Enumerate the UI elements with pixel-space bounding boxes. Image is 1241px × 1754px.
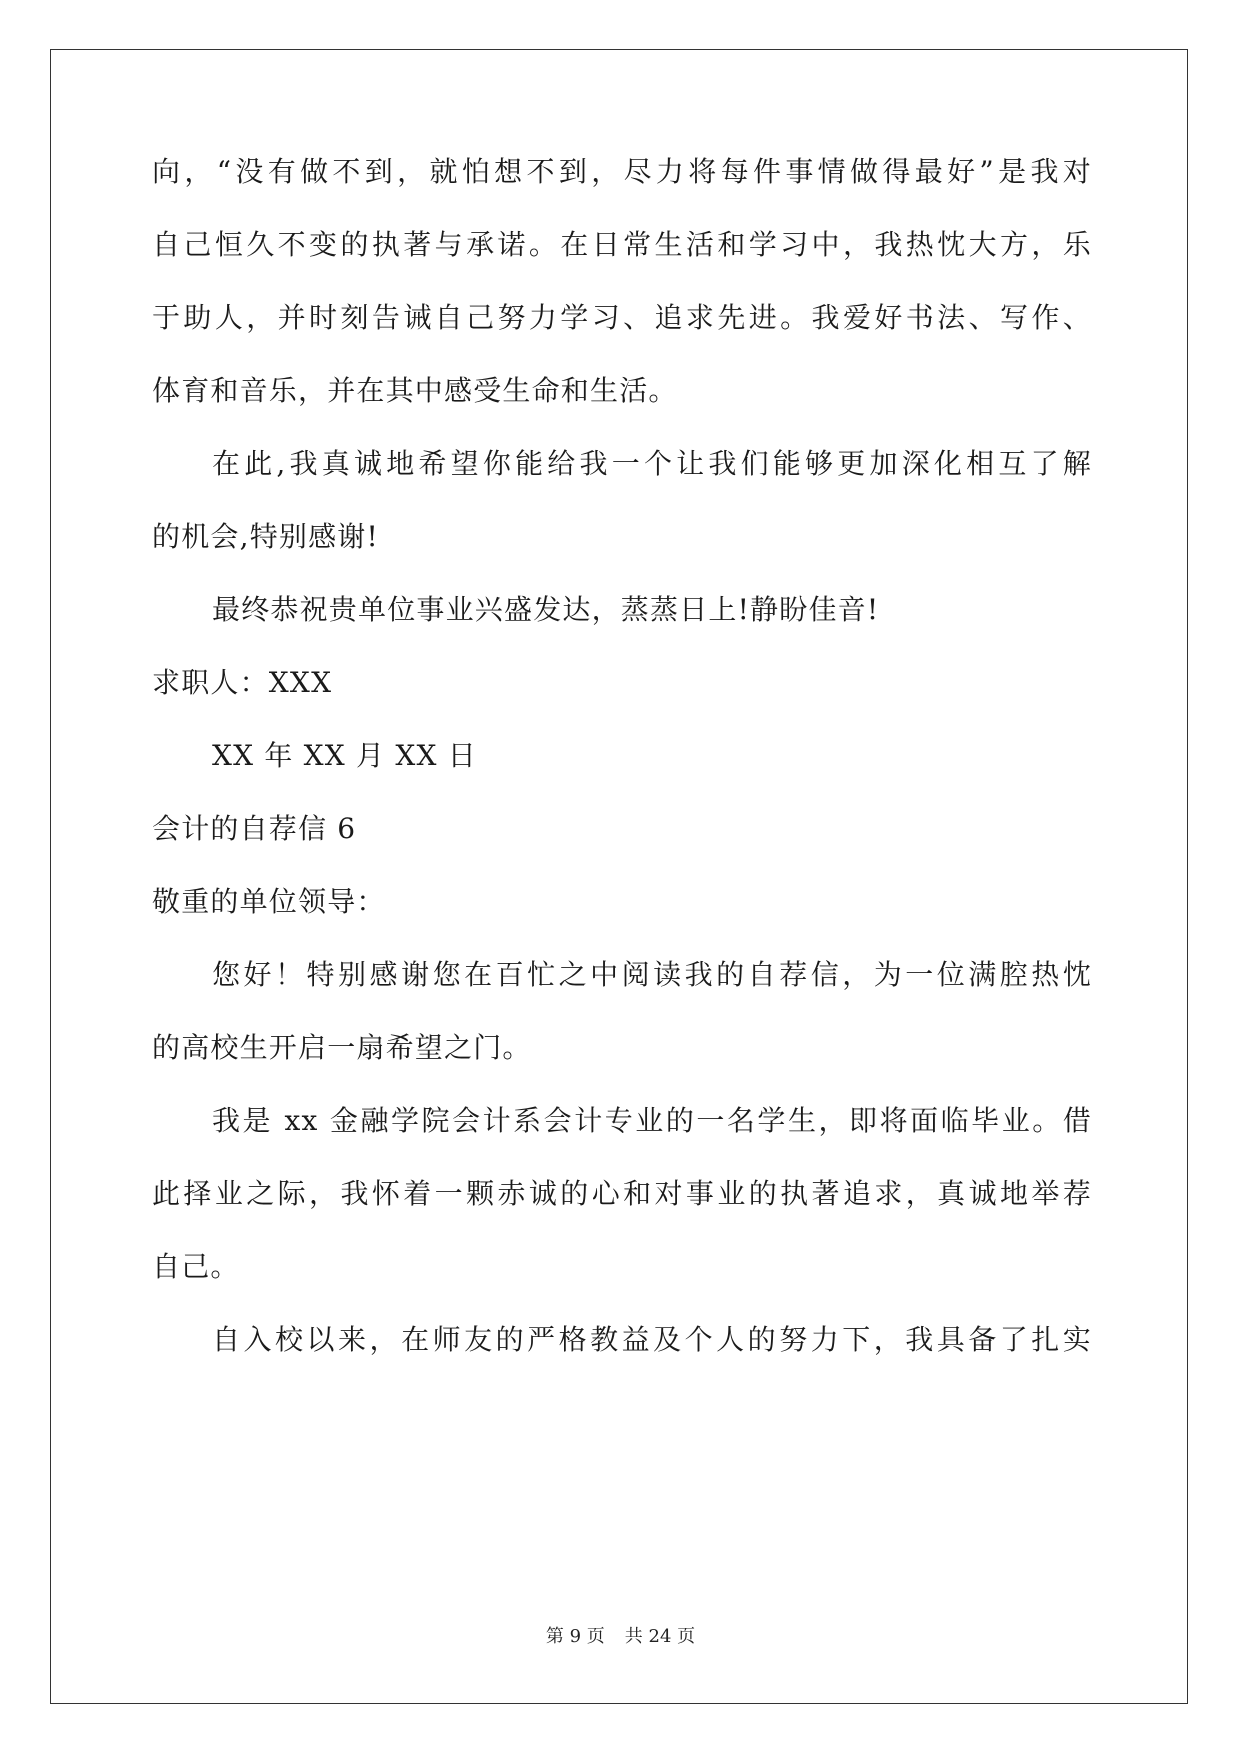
body-line: 您好！特别感谢您在百忙之中阅读我的自荐信，为一位满腔热忱 [212,958,1092,991]
body-line: 此择业之际，我怀着一颗赤诚的心和对事业的执著追求，真诚地举荐 [152,1177,1092,1210]
body-line: 在此,我真诚地希望你能给我一个让我们能够更加深化相互了解 [212,447,1092,480]
body-line: 最终恭祝贵单位事业兴盛发达，蒸蒸日上!静盼佳音! [212,593,880,626]
page-total: 共 24 页 [624,1626,696,1647]
date-line: XX 年 XX 月 XX 日 [212,739,477,772]
body-line: 向，“没有做不到，就怕想不到，尽力将每件事情做得最好”是我对 [152,155,1092,188]
section-title: 会计的自荐信 6 [152,812,357,845]
body-line: 自入校以来，在师友的严格教益及个人的努力下，我具备了扎实 [212,1323,1092,1356]
salutation: 敬重的单位领导： [152,885,386,918]
body-line: 于助人，并时刻告诫自己努力学习、追求先进。我爱好书法、写作、 [152,301,1092,334]
page-number: 第 9 页 [545,1626,605,1647]
body-line: 体育和音乐，并在其中感受生命和生活。 [152,374,678,407]
body-line: 的机会,特别感谢! [152,520,379,553]
body-line: 自己。 [152,1250,240,1283]
signature-line: 求职人：XXX [152,666,333,699]
body-line: 我是 xx 金融学院会计系会计专业的一名学生，即将面临毕业。借 [212,1104,1092,1137]
page-footer [0,1625,1241,1649]
body-line: 自己恒久不变的执著与承诺。在日常生活和学习中，我热忱大方，乐 [152,228,1092,261]
body-line: 的高校生开启一扇希望之门。 [152,1031,532,1064]
